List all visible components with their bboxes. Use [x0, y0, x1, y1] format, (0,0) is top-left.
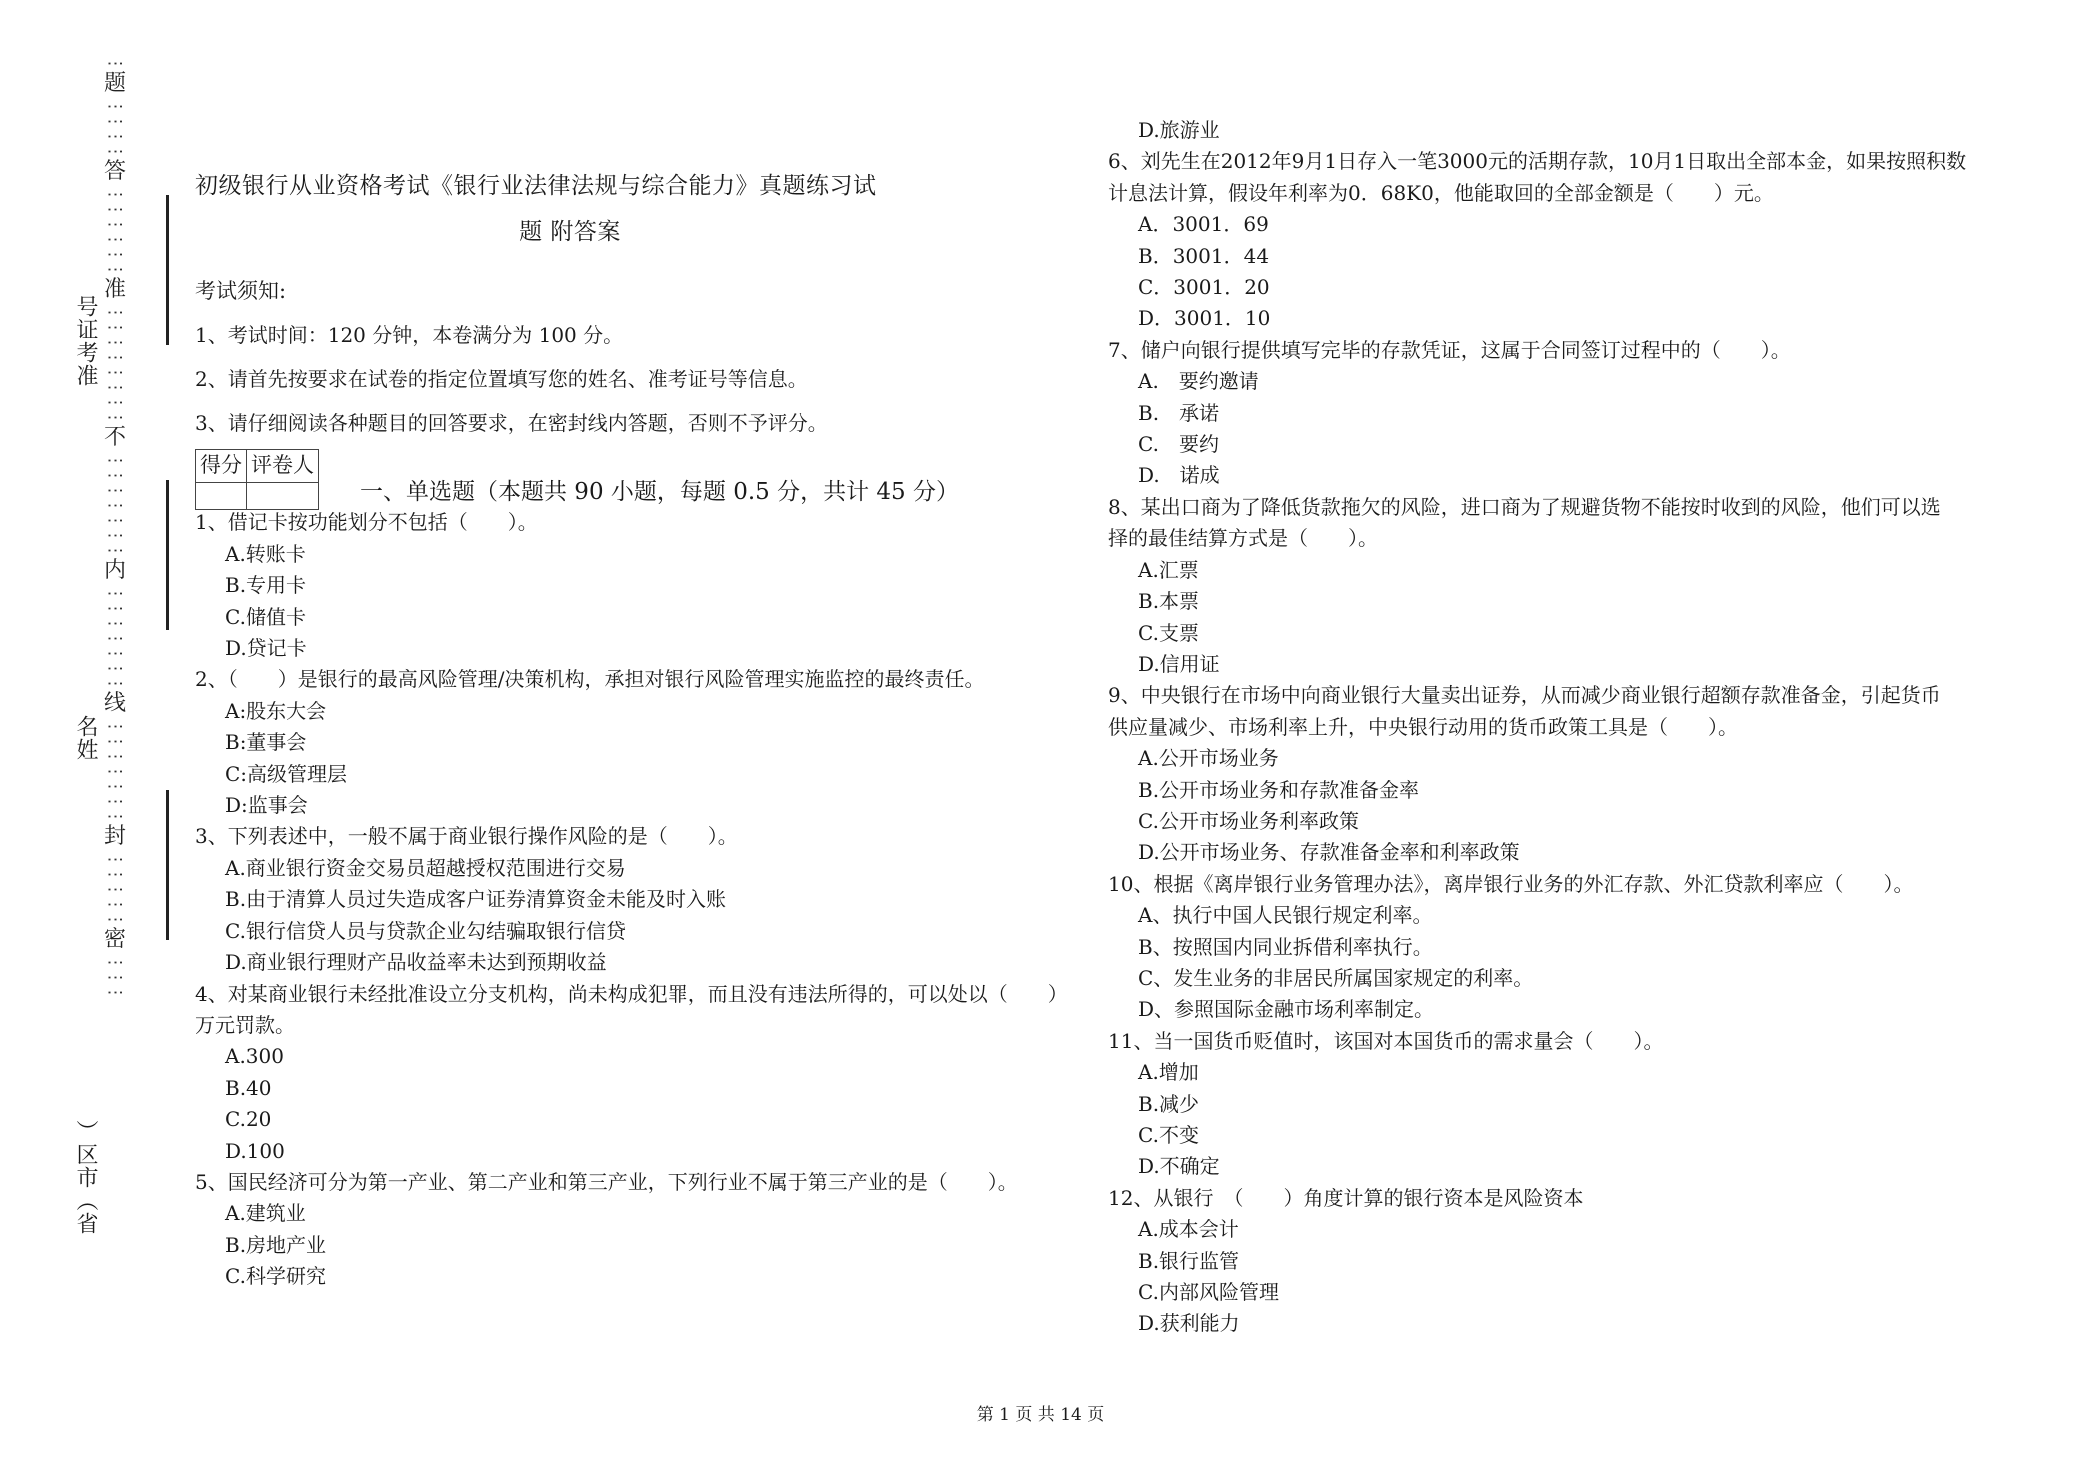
question-option: D.信用证	[1138, 651, 1220, 676]
question-option: A.增加	[1138, 1060, 1199, 1085]
question-option: B. 承诺	[1138, 400, 1220, 425]
question-stem: 11、当一国货币贬值时，该国对本国货币的需求量会（ ）。	[1108, 1028, 1664, 1053]
question	[195, 664, 1075, 821]
binding-marker: 准	[103, 277, 126, 302]
question-option: D. 诺成	[1138, 463, 1220, 488]
question-option: B.房地产业	[225, 1232, 327, 1257]
binding-line	[166, 195, 169, 345]
binding-marker: 线	[103, 691, 126, 716]
question-stem: 2、（ ）是银行的最高风险管理/决策机构，承担对银行风险管理实施监控的最终责任。	[195, 667, 985, 692]
binding-marker: 内	[103, 558, 126, 583]
question-option: B:董事会	[225, 730, 307, 755]
notice-item: 1、考试时间：120 分钟，本卷满分为 100 分。	[195, 323, 624, 348]
binding-marker: 答	[103, 159, 126, 184]
question-option: A.转账卡	[225, 541, 306, 566]
score-cell[interactable]	[196, 482, 247, 509]
binding-marker: 密	[103, 927, 126, 952]
question-stem: 4、对某商业银行未经批准设立分支机构，尚未构成犯罪，而且没有违法所得的，可以处以（ ）	[195, 981, 1068, 1006]
question	[1108, 680, 2008, 868]
question	[195, 507, 1075, 664]
binding-line	[166, 790, 169, 940]
question-option: A．3001．69	[1138, 212, 1269, 237]
name-label: 名姓	[73, 715, 98, 761]
question-option: D.100	[225, 1138, 285, 1163]
binding-margin	[70, 55, 180, 1395]
question-stem: 3、下列表述中，一般不属于商业银行操作风险的是（ ）。	[195, 824, 738, 849]
binding-marker: 不	[103, 425, 126, 450]
question	[1108, 146, 2008, 334]
binding-marker: 题	[103, 71, 126, 96]
question-option: B.公开市场业务和存款准备金率	[1138, 777, 1420, 802]
notice-heading: 考试须知:	[195, 279, 287, 303]
question-option: B、按照国内同业拆借利率执行。	[1138, 934, 1433, 959]
binding-marker: 封	[103, 824, 126, 849]
question	[1108, 869, 2008, 1026]
grader-header: 评卷人	[247, 450, 319, 482]
question-option: C.内部风险管理	[1138, 1280, 1279, 1305]
question-option: A、执行中国人民银行规定利率。	[1138, 903, 1433, 928]
score-section	[195, 449, 1075, 507]
question-option: B.由于清算人员过失造成客户证券清算资金未能及时入账	[225, 887, 727, 912]
question-option: B.本票	[1138, 589, 1200, 614]
question-option: C.科学研究	[225, 1264, 326, 1289]
question-option: A.成本会计	[1138, 1217, 1239, 1242]
question-stem: 6、刘先生在2012年9月1日存入一笔3000元的活期存款，10月1日取出全部本金，如果按照积数	[1108, 149, 1967, 174]
binding-line	[166, 480, 169, 630]
question-stem: 择的最佳结算方式是（ ）。	[1108, 526, 1378, 551]
grader-cell[interactable]	[247, 482, 319, 509]
question-option: D.获利能力	[1138, 1311, 1240, 1336]
question-option: A. 要约邀请	[1138, 369, 1259, 394]
right-column	[1108, 115, 2008, 1340]
question-option: A.汇票	[1138, 557, 1199, 582]
province-label: ）区市（省	[73, 1120, 98, 1235]
section-title: 一、单选题（本题共 90 小题，每题 0.5 分，共计 45 分）	[360, 479, 959, 506]
question-option: C、发生业务的非居民所属国家规定的利率。	[1138, 965, 1534, 990]
page-number: 第 1 页 共 14 页	[976, 1405, 1105, 1425]
question-option: C:高级管理层	[225, 761, 348, 786]
question-option: B.减少	[1138, 1091, 1200, 1116]
question-option: C.不变	[1138, 1123, 1199, 1147]
question	[1108, 1183, 2008, 1340]
notice-item: 2、请首先按要求在试卷的指定位置填写您的姓名、准考证号等信息。	[195, 367, 808, 392]
question-option: C.储值卡	[225, 604, 306, 629]
question-option: B.40	[225, 1075, 272, 1100]
question-option: D.不确定	[1138, 1154, 1220, 1179]
question-option: A.商业银行资金交易员超越授权范围进行交易	[225, 855, 626, 880]
question	[1108, 1026, 2008, 1183]
question-option: C．3001．20	[1138, 275, 1270, 300]
question	[195, 821, 1075, 978]
question-option: D、参照国际金融市场利率制定。	[1138, 997, 1435, 1022]
question-option: D.旅游业	[1138, 118, 1220, 142]
question-option: D.贷记卡	[225, 636, 307, 661]
question-stem: 8、某出口商为了降低货款拖欠的风险，进口商为了规避货物不能按时收到的风险，他们可以选	[1108, 494, 1941, 519]
question-stem: 9、中央银行在市场中向商业银行大量卖出证券，从而减少商业银行超额存款准备金，引起货币	[1108, 683, 1941, 708]
question-option: C.银行信贷人员与贷款企业勾结骗取银行信贷	[225, 918, 626, 943]
question-option: A.300	[225, 1044, 284, 1069]
question-option: C.公开市场业务利率政策	[1138, 808, 1359, 833]
title-line-2: 题 附答案	[519, 219, 621, 245]
score-table	[195, 449, 319, 509]
page-title	[195, 163, 945, 255]
exam-number-label: 号证考准	[73, 295, 98, 387]
question-option: D．3001．10	[1138, 306, 1271, 331]
binding-markers: ⋮ 题 ⋮⋮⋮⋮ 答 ⋮⋮⋮⋮⋮⋮ 准 ⋮⋮⋮⋮⋮⋮⋮⋮ 不 ⋮⋮⋮⋮⋮⋮⋮ 内 ⋮⋮⋮⋮⋮⋮⋮ 线 ⋮⋮⋮⋮⋮⋮⋮ 封 ⋮⋮⋮⋮⋮ 密 ⋮⋮⋮	[103, 55, 126, 999]
question-option: C.支票	[1138, 620, 1199, 645]
question-stem: 10、根据《离岸银行业务管理办法》，离岸银行业务的外汇存款、外汇贷款利率应（ ）。	[1108, 871, 1914, 896]
question-option: A.公开市场业务	[1138, 746, 1279, 771]
question-stem: 供应量减少、市场利率上升，中央银行动用的货币政策工具是（ ）。	[1108, 714, 1738, 739]
question-option: D.商业银行理财产品收益率未达到预期收益	[225, 950, 607, 975]
question-option: D:监事会	[225, 793, 308, 818]
question-option: B.专用卡	[225, 573, 307, 598]
question	[195, 979, 1075, 1167]
question-option: B．3001．44	[1138, 243, 1270, 268]
title-line-1: 初级银行从业资格考试《银行业法律法规与综合能力》真题练习试	[195, 173, 877, 199]
question-option: D.公开市场业务、存款准备金率和利率政策	[1138, 840, 1520, 865]
question-option: A.建筑业	[225, 1201, 306, 1226]
notice-item: 3、请仔细阅读各种题目的回答要求，在密封线内答题，否则不予评分。	[195, 411, 828, 436]
score-header: 得分	[196, 450, 247, 482]
question-stem: 1、借记卡按功能划分不包括（ ）。	[195, 510, 538, 535]
question-option: C.20	[225, 1107, 272, 1132]
question-option: B.银行监管	[1138, 1248, 1240, 1273]
question	[1108, 492, 2008, 680]
question-stem: 计息法计算，假设年利率为0．68K0，他能取回的全部金额是（ ）元。	[1108, 180, 1774, 205]
question-option: A:股东大会	[225, 698, 327, 723]
question-stem: 7、储户向银行提供填写完毕的存款凭证，这属于合同签订过程中的（ ）。	[1108, 337, 1791, 362]
left-column	[195, 276, 1075, 1293]
question-stem: 万元罚款。	[195, 1012, 295, 1037]
question-stem: 12、从银行 （ ）角度计算的银行资本是风险资本	[1108, 1185, 1584, 1210]
question-list	[195, 507, 1075, 1292]
question-stem: 5、国民经济可分为第一产业、第二产业和第三产业，下列行业不属于第三产业的是（ ）。	[195, 1169, 1018, 1194]
question-option: C. 要约	[1138, 432, 1219, 457]
question	[1108, 335, 2008, 492]
question	[195, 1167, 1075, 1293]
